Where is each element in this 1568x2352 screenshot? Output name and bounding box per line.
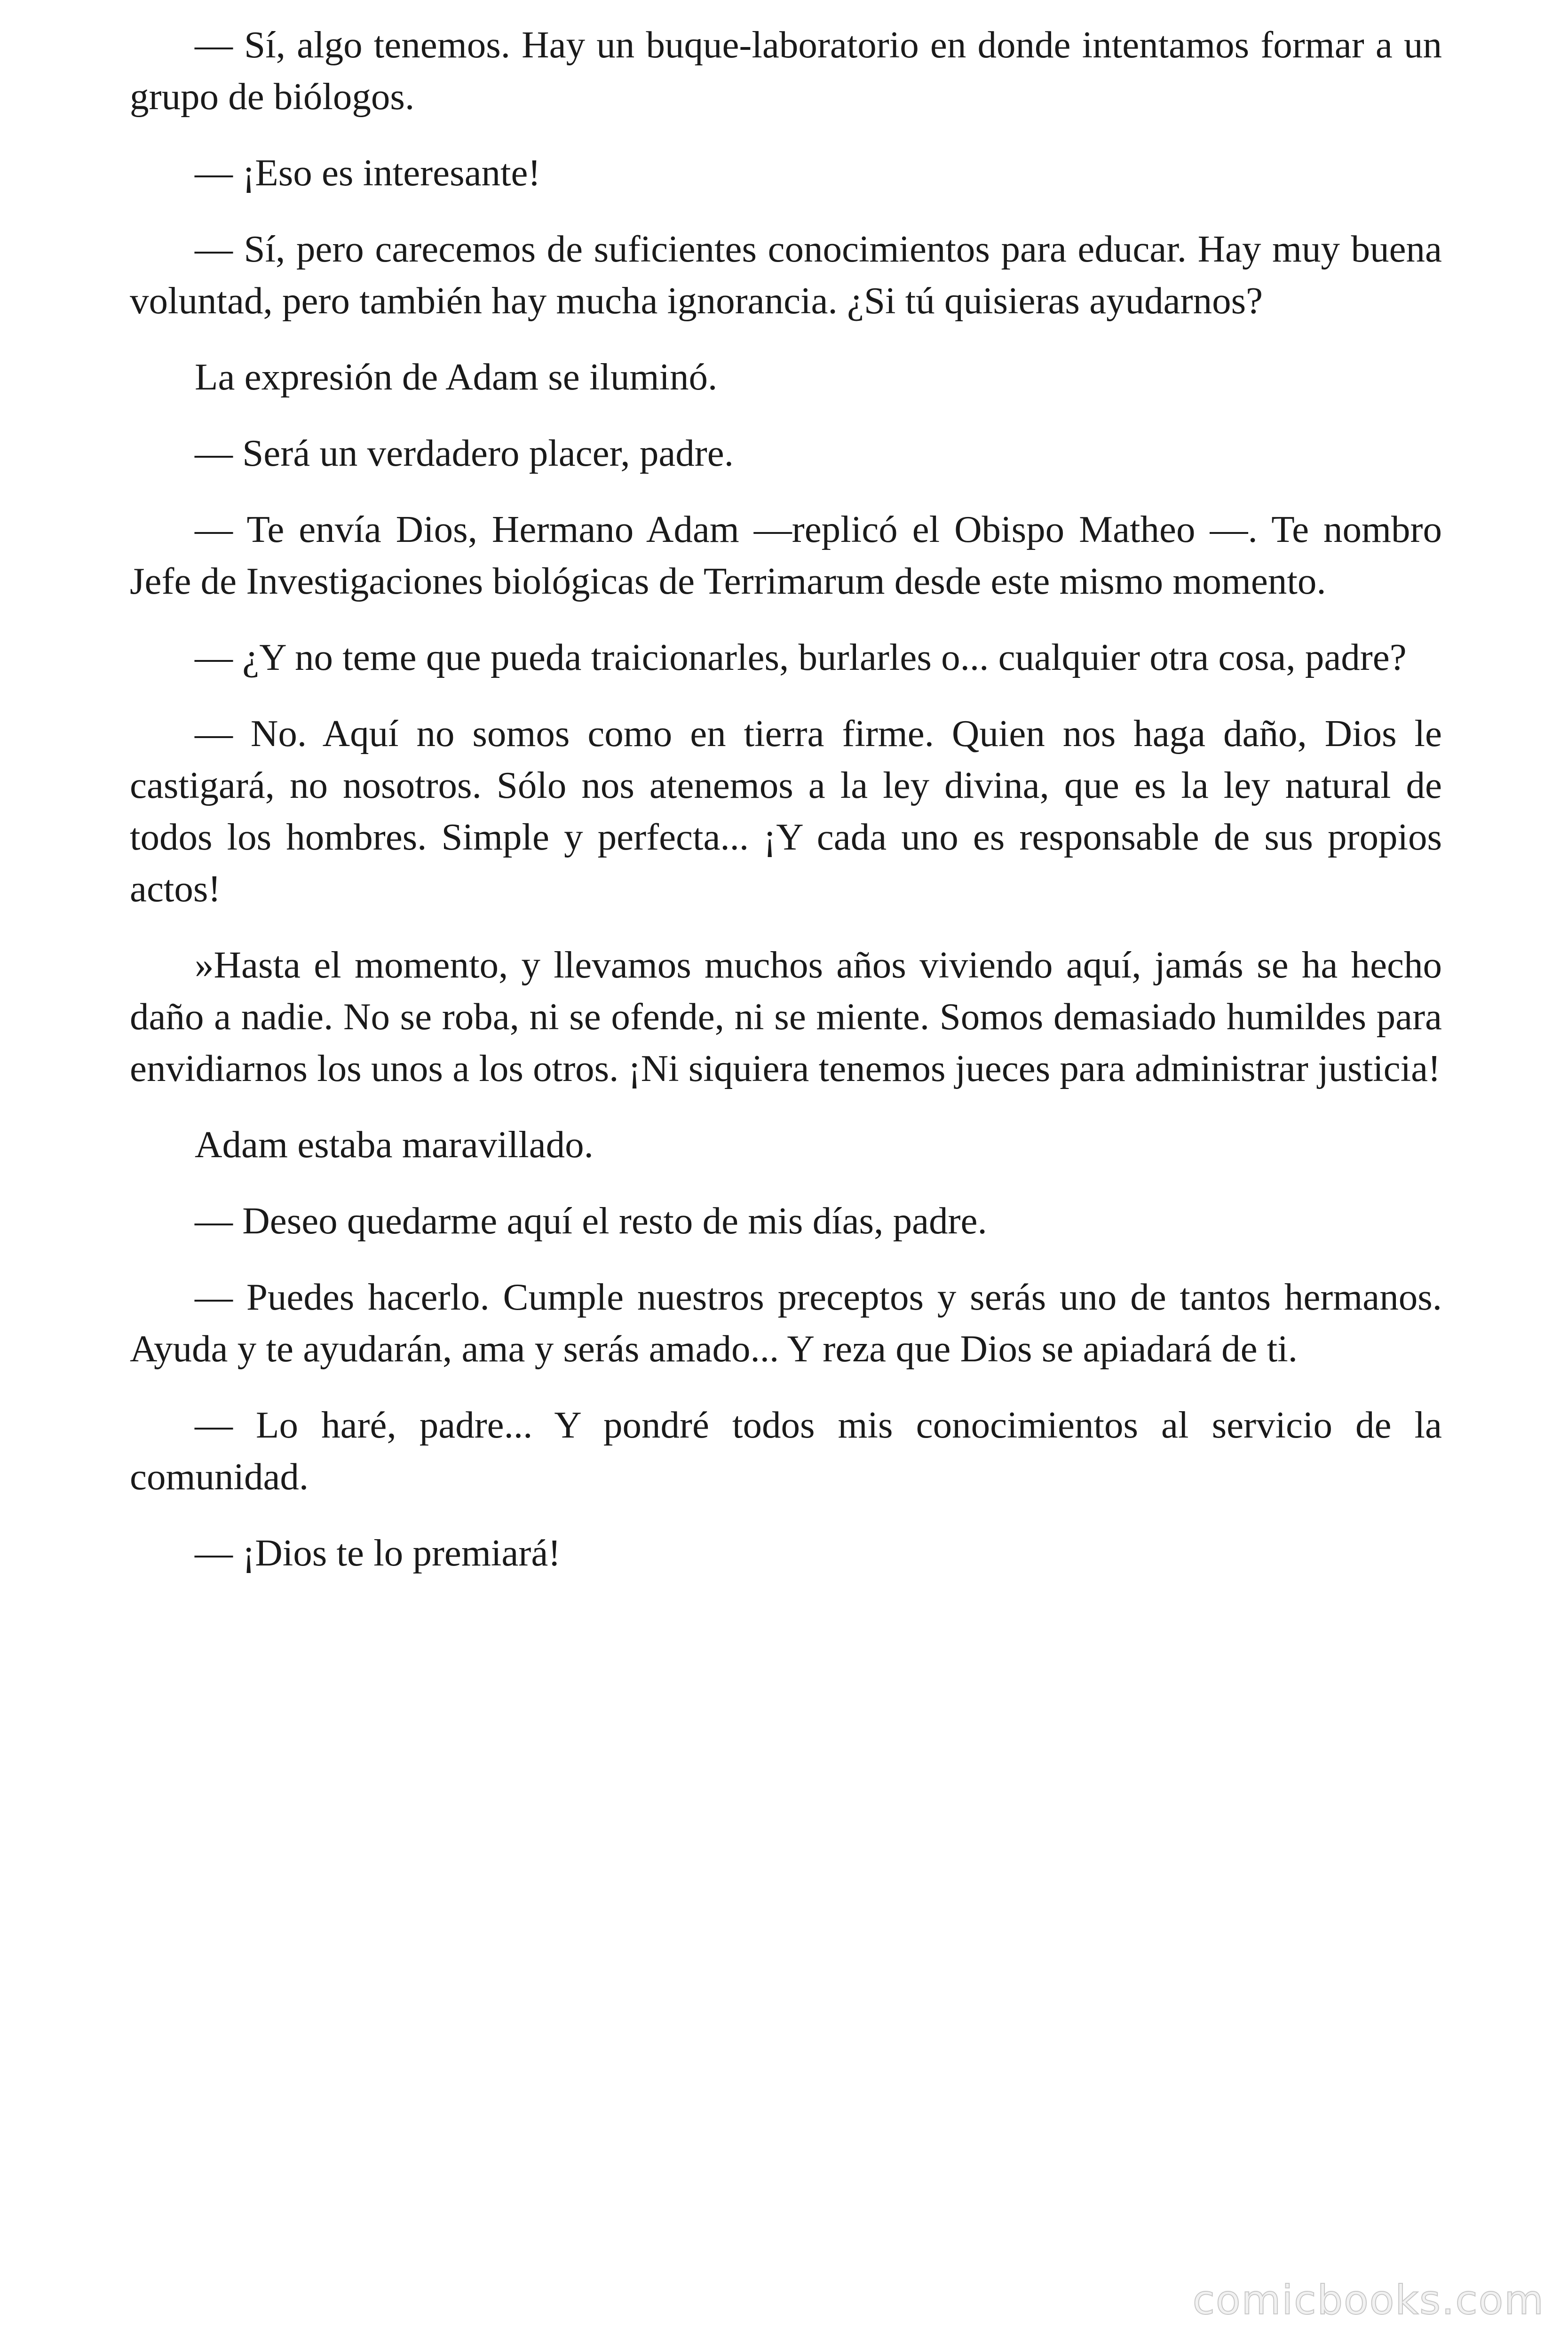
body-text xyxy=(130,19,1442,1603)
paragraph: — Sí, algo tenemos. Hay un buque-laboratorio en donde intentamos formar a un grupo de biólogos. xyxy=(130,24,1442,118)
paragraph: — Puedes hacerlo. Cumple nuestros preceptos y serás uno de tantos hermanos. Ayuda y te ayudarán, ama y serás amado... Y reza que Dios se apiadará de ti. xyxy=(130,1276,1442,1370)
paragraph: — Lo haré, padre... Y pondré todos mis conocimientos al servicio de la comunidad. xyxy=(130,1404,1442,1498)
paragraph: La expresión de Adam se iluminó. xyxy=(195,356,718,398)
paragraph: — ¡Eso es interesante! xyxy=(195,151,541,194)
paragraph: — Te envía Dios, Hermano Adam —replicó el Obispo Matheo —. Te nombro Jefe de Investigaciones biológicas de Terrimarum desde este mismo momento. xyxy=(130,508,1442,602)
paragraph: »Hasta el momento, y llevamos muchos años viviendo aquí, jamás se ha hecho daño a nadie. No se roba, ni se ofende, ni se miente. Somos demasiado humildes para envidiarnos los unos a los otros. ¡Ni siquiera tenemos jueces para administrar justicia! xyxy=(130,944,1442,1089)
paragraph: — No. Aquí no somos como en tierra firme. Quien nos haga daño, Dios le castigará, no nosotros. Sólo nos atenemos a la ley divina, que es la ley natural de todos los hombres. Simple y perfecta... ¡Y cada uno es responsable de sus propios actos! xyxy=(130,712,1442,910)
paragraph: Adam estaba maravillado. xyxy=(195,1123,594,1166)
paragraph: — Será un verdadero placer, padre. xyxy=(195,432,734,474)
paragraph: — ¿Y no teme que pueda traicionarles, burlarles o... cualquier otra cosa, padre? xyxy=(195,636,1407,678)
paragraph: — Deseo quedarme aquí el resto de mis días, padre. xyxy=(195,1200,987,1242)
paragraph: — ¡Dios te lo premiará! xyxy=(195,1532,561,1574)
paragraph: — Sí, pero carecemos de suficientes conocimientos para educar. Hay muy buena voluntad, pero también hay mucha ignorancia. ¿Si tú quisieras ayudarnos? xyxy=(130,228,1442,322)
watermark: comicbooks.com xyxy=(1192,2277,1544,2324)
